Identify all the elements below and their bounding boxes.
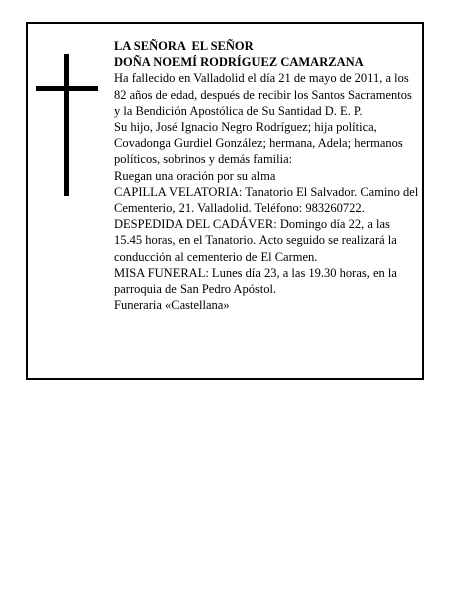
funeral-home: Funeraria «Castellana» xyxy=(114,298,230,313)
chapel-info: CAPILLA VELATORIA: Tanatorio El Salvador. Camino del Cementerio, 21. Valladolid. Teléfono: 983260722. xyxy=(114,184,419,216)
prayer-request: Ruegan una oración por su alma xyxy=(114,168,276,183)
cross-horizontal-bar xyxy=(36,86,98,91)
farewell-info: DESPEDIDA DEL CADÁVER: Domingo día 22, a las 15.45 horas, en el Tanatorio. Acto seguido se realizará la conducción al cementerio de El Carmen. xyxy=(114,217,397,264)
announcement: Ha fallecido en Valladolid el día 21 de mayo de 2011, a los 82 años de edad, después de recibir los Santos Sacramentos y la Bendición Apostólica de Su Santidad D. E. P. xyxy=(114,71,412,118)
cross-vertical-bar xyxy=(64,54,69,196)
funeral-mass-info: MISA FUNERAL: Lunes día 23, a las 19.30 horas, en la parroquia de San Pedro Apóstol. xyxy=(114,265,397,297)
family-list: Su hijo, José Ignacio Negro Rodríguez; hija política, Covadonga Gurdiel González; hermana, Adela; hermanos políticos, sobrinos y demás familia: xyxy=(114,120,403,167)
header-line-1: LA SEÑORA EL SEÑOR xyxy=(114,39,254,53)
obituary-text xyxy=(114,38,420,313)
deceased-name: DOÑA NOEMÍ RODRÍGUEZ CAMARZANA xyxy=(114,55,364,70)
